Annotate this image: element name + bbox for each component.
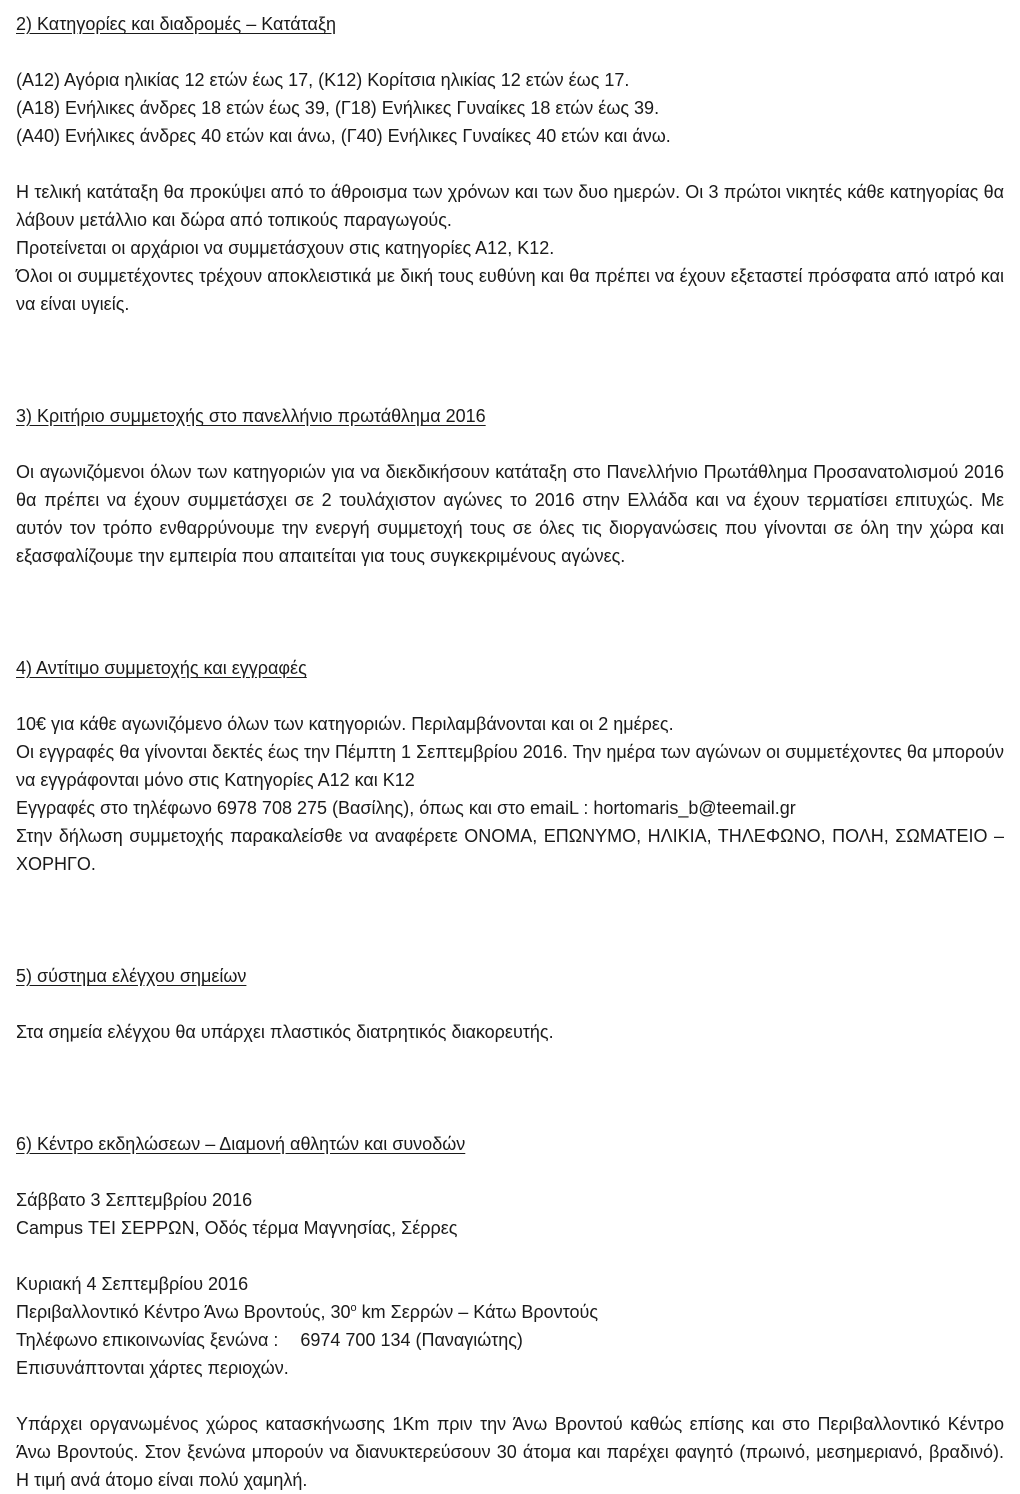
camping-paragraph: Υπάρχει οργανωμένος χώρος κατασκήνωσης 1Km πριν την Άνω Βροντού καθώς επίσης και στο Περιβαλλοντικό Κέντρο Άνω Βροντούς. Στον ξενώνα μπορούν να διανυκτερεύσουν 30 άτομα και παρέχει φαγητό (πρωινό, μεσημεριανό, βραδινό). Η τιμή ανά άτομο είναι πολύ χαμηλή. xyxy=(16,1414,1004,1490)
hostel-phone-line xyxy=(16,1326,1004,1354)
registration-contact: Εγγραφές στο τηλέφωνο 6978 708 275 (Βασίλης), όπως και στο emaiL : hortomaris_b@teemail.gr xyxy=(16,798,796,818)
section-categories xyxy=(16,10,1004,318)
section-heading-venue: 6) Κέντρο εκδηλώσεων – Διαμονή αθλητών και συνοδών xyxy=(16,1134,466,1154)
hostel-phone-number: 6974 700 134 (Παναγιώτης) xyxy=(300,1330,523,1350)
section-heading-criteria: 3) Κριτήριο συμμετοχής στο πανελλήνιο πρωτάθλημα 2016 xyxy=(16,406,486,426)
fee-line: 10€ για κάθε αγωνιζόμενο όλων των κατηγοριών. Περιλαμβάνονται και οι 2 ημέρες. xyxy=(16,714,674,734)
punching-paragraph: Στα σημεία ελέγχου θα υπάρχει πλαστικός διατρητικός διακορευτής. xyxy=(16,1022,554,1042)
section-heading-fees: 4) Αντίτιμο συμμετοχής και εγγραφές xyxy=(16,658,307,678)
section-venue xyxy=(16,1130,1004,1494)
maps-note: Επισυνάπτονται χάρτες περιοχών. xyxy=(16,1358,289,1378)
category-line-12: (Α12) Αγόρια ηλικίας 12 ετών έως 17, (Κ12) Κορίτσια ηλικίας 12 ετών έως 17. xyxy=(16,70,630,90)
category-line-40: (Α40) Ενήλικες άνδρες 40 ετών και άνω, (Γ40) Ενήλικες Γυναίκες 40 ετών και άνω. xyxy=(16,126,671,146)
sunday-venue: Περιβαλλοντικό Κέντρο Άνω Βροντούς, 30$^o$ km Σερρών – Κάτω Βροντούς xyxy=(16,1302,599,1322)
responsibility-note: Όλοι οι συμμετέχοντες τρέχουν αποκλειστικά με δική τους ευθύνη και θα πρέπει να έχουν εξεταστεί πρόσφατα από ιατρό και να είναι υγιείς. xyxy=(16,266,1004,314)
beginners-note: Προτείνεται οι αρχάριοι να συμμετάσχουν στις κατηγορίες Α12, Κ12. xyxy=(16,238,555,258)
criteria-paragraph: Οι αγωνιζόμενοι όλων των κατηγοριών για να διεκδικήσουν κατάταξη στο Πανελλήνιο Πρωτάθλημα Προσανατολισμού 2016 θα πρέπει να έχουν συμμετάσχει σε 2 τουλάχιστον αγώνες το 2016 στην Ελλάδα και να έχουν τερματίσει επιτυχώς. Με αυτόν τον τρόπο ενθαρρύνουμε την ενεργή συμμετοχή τους σε όλες τις διοργανώσεις που γίνονται σε όλη την χώρα και εξασφαλίζουμε την εμπειρία που απαιτείται για τους συγκεκριμένους αγώνες. xyxy=(16,462,1004,566)
sunday-date: Κυριακή 4 Σεπτεμβρίου 2016 xyxy=(16,1274,249,1294)
saturday-date: Σάββατο 3 Σεπτεμβρίου 2016 xyxy=(16,1190,253,1210)
registration-deadline: Οι εγγραφές θα γίνονται δεκτές έως την Πέμπτη 1 Σεπτεμβρίου 2016. Την ημέρα των αγώνων οι συμμετέχοντες θα μπορούν να εγγράφονται μόνο στις Κατηγορίες Α12 και Κ12 xyxy=(16,742,1004,790)
hostel-phone-label: Τηλέφωνο επικοινωνίας ξενώνα : xyxy=(16,1330,279,1350)
registration-declaration: Στην δήλωση συμμετοχής παρακαλείσθε να αναφέρετε ΟΝΟΜΑ, ΕΠΩΝΥΜΟ, ΗΛΙΚΙΑ, ΤΗΛΕΦΩΝΟ, ΠΟΛΗ, ΣΩΜΑΤΕΙΟ – ΧΟΡΗΓΟ. xyxy=(16,826,1004,874)
category-line-18: (Α18) Ενήλικες άνδρες 18 ετών έως 39, (Γ18) Ενήλικες Γυναίκες 18 ετών έως 39. xyxy=(16,98,660,118)
section-fees xyxy=(16,654,1004,878)
section-criteria xyxy=(16,402,1004,570)
section-punching xyxy=(16,962,1004,1046)
section-heading-categories: 2) Κατηγορίες και διαδρομές – Κατάταξη xyxy=(16,14,337,34)
ranking-paragraph: Η τελική κατάταξη θα προκύψει από το άθροισμα των χρόνων και των δυο ημερών. Οι 3 πρώτοι νικητές κάθε κατηγορίας θα λάβουν μετάλλιο και δώρα από τοπικούς παραγωγούς. xyxy=(16,182,1004,230)
section-heading-punching: 5) σύστημα ελέγχου σημείων xyxy=(16,966,247,986)
saturday-venue: Campus ΤΕΙ ΣΕΡΡΩΝ, Οδός τέρμα Μαγνησίας, Σέρρες xyxy=(16,1218,458,1238)
